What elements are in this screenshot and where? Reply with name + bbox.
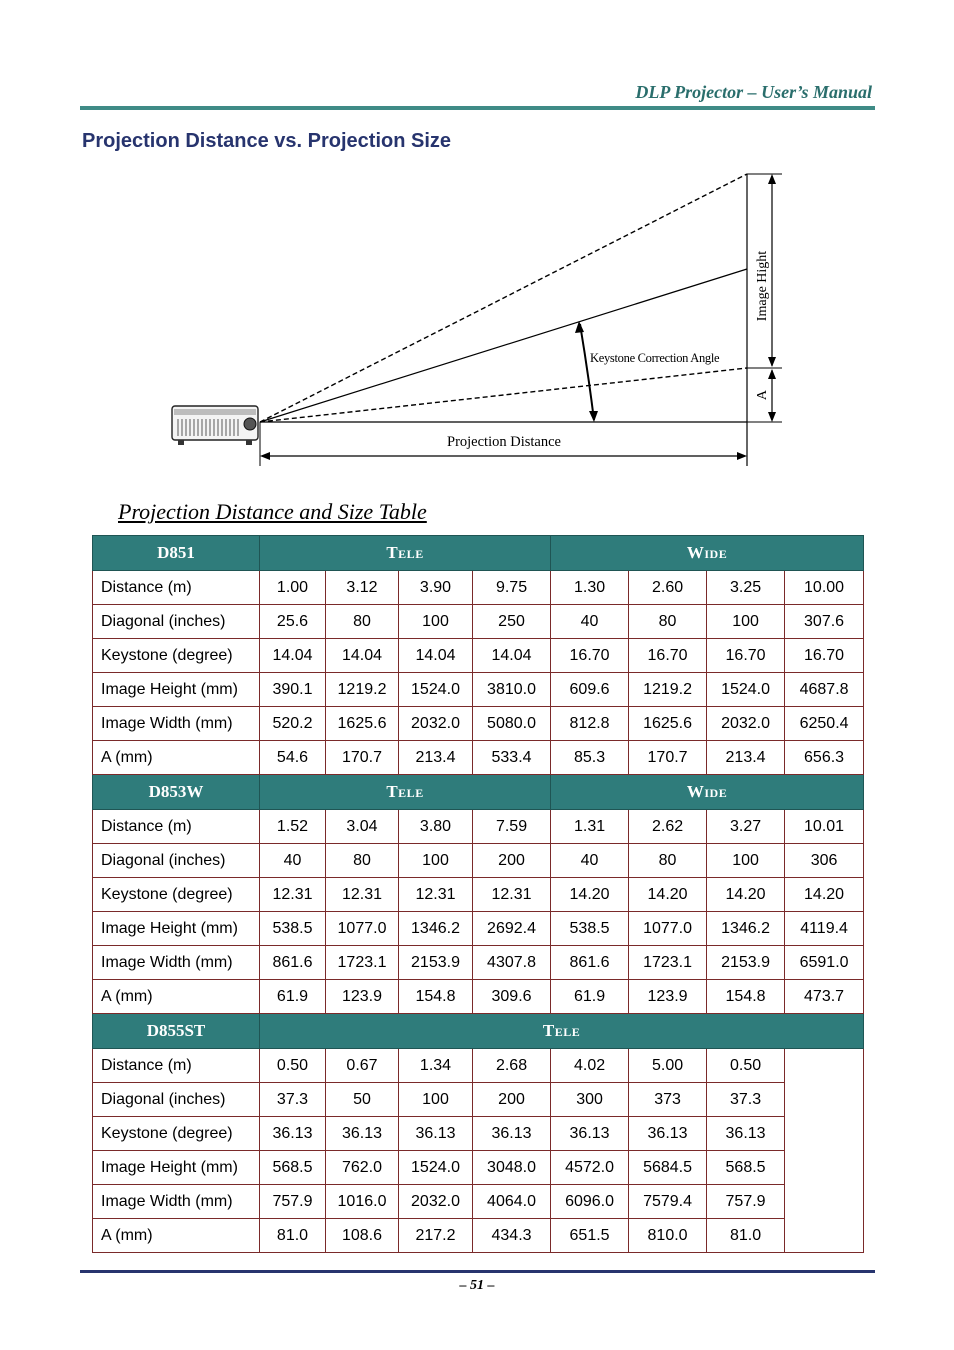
table-cell: 25.6 — [260, 605, 326, 639]
row-label: Distance (m) — [93, 810, 260, 844]
table-cell: 5080.0 — [473, 707, 551, 741]
table-cell: 3.25 — [707, 571, 785, 605]
table-cell: 80 — [326, 844, 399, 878]
row-label: A (mm) — [93, 1219, 260, 1253]
table-row — [93, 707, 864, 741]
table-cell: 861.6 — [551, 946, 629, 980]
table-cell: 538.5 — [260, 912, 326, 946]
table-cell: 1077.0 — [629, 912, 707, 946]
table-cell: 1.31 — [551, 810, 629, 844]
table-cell: 1625.6 — [629, 707, 707, 741]
table-cell: 40 — [260, 844, 326, 878]
table-cell: 1524.0 — [399, 1151, 473, 1185]
table-cell: 54.6 — [260, 741, 326, 775]
table-row — [93, 1219, 864, 1253]
table-cell: 568.5 — [260, 1151, 326, 1185]
table-cell: 36.13 — [707, 1117, 785, 1151]
wide-header: Wide — [551, 775, 864, 810]
table-cell: 12.31 — [326, 878, 399, 912]
table-cell: 36.13 — [399, 1117, 473, 1151]
table-cell: 1016.0 — [326, 1185, 399, 1219]
row-label: Image Width (mm) — [93, 946, 260, 980]
table-cell: 3.12 — [326, 571, 399, 605]
footer-rule — [80, 1270, 875, 1273]
table-cell: 4687.8 — [785, 673, 864, 707]
table-cell: 16.70 — [785, 639, 864, 673]
table-cell: 12.31 — [399, 878, 473, 912]
table-cell: 533.4 — [473, 741, 551, 775]
beam-top-dashed — [260, 174, 747, 422]
empty-cell — [785, 1219, 864, 1253]
table-row — [93, 980, 864, 1014]
table-cell: 6591.0 — [785, 946, 864, 980]
table-cell: 0.50 — [260, 1049, 326, 1083]
table-cell: 10.01 — [785, 810, 864, 844]
row-label: Keystone (degree) — [93, 639, 260, 673]
table-cell: 3048.0 — [473, 1151, 551, 1185]
table-cell: 1524.0 — [707, 673, 785, 707]
table-cell: 36.13 — [629, 1117, 707, 1151]
model-header-row — [93, 775, 864, 810]
section-title: Projection Distance vs. Projection Size — [82, 130, 452, 152]
tele-header: Tele — [260, 1014, 864, 1049]
projector-icon — [172, 406, 258, 445]
table-cell: 1219.2 — [326, 673, 399, 707]
empty-cell — [785, 1083, 864, 1117]
table-cell: 762.0 — [326, 1151, 399, 1185]
table-cell: 309.6 — [473, 980, 551, 1014]
header-title: DLP Projector – User’s Manual — [635, 82, 872, 102]
tele-header: Tele — [260, 775, 551, 810]
table-cell: 5.00 — [629, 1049, 707, 1083]
table-cell: 3.04 — [326, 810, 399, 844]
table-cell: 1.30 — [551, 571, 629, 605]
table-cell: 0.67 — [326, 1049, 399, 1083]
table-cell: 12.31 — [260, 878, 326, 912]
row-label: Diagonal (inches) — [93, 605, 260, 639]
row-label: Image Width (mm) — [93, 707, 260, 741]
table-cell: 2.68 — [473, 1049, 551, 1083]
table-row — [93, 844, 864, 878]
row-label: Diagonal (inches) — [93, 1083, 260, 1117]
table-cell: 1077.0 — [326, 912, 399, 946]
row-label: A (mm) — [93, 980, 260, 1014]
row-label: Image Height (mm) — [93, 673, 260, 707]
table-cell: 37.3 — [260, 1083, 326, 1117]
label-a: A — [755, 389, 770, 401]
table-cell: 757.9 — [260, 1185, 326, 1219]
table-cell: 656.3 — [785, 741, 864, 775]
table-cell: 757.9 — [707, 1185, 785, 1219]
table-cell: 812.8 — [551, 707, 629, 741]
table-cell: 40 — [551, 605, 629, 639]
table-cell: 1.52 — [260, 810, 326, 844]
table-cell: 3.80 — [399, 810, 473, 844]
table-cell: 4119.4 — [785, 912, 864, 946]
beam-bottom-dashed — [260, 368, 747, 422]
table-cell: 1723.1 — [629, 946, 707, 980]
table-cell: 14.20 — [551, 878, 629, 912]
table-cell: 213.4 — [399, 741, 473, 775]
table-cell: 50 — [326, 1083, 399, 1117]
table-row — [93, 1049, 864, 1083]
table-cell: 306 — [785, 844, 864, 878]
table-row — [93, 673, 864, 707]
row-label: Image Height (mm) — [93, 912, 260, 946]
table-cell: 3.90 — [399, 571, 473, 605]
empty-cell — [785, 1049, 864, 1083]
model-name: D853W — [93, 775, 260, 810]
table-cell: 213.4 — [707, 741, 785, 775]
table-cell: 2153.9 — [399, 946, 473, 980]
table-cell: 1723.1 — [326, 946, 399, 980]
table-cell: 7579.4 — [629, 1185, 707, 1219]
table-cell: 100 — [399, 605, 473, 639]
wide-header: Wide — [551, 536, 864, 571]
table-cell: 373 — [629, 1083, 707, 1117]
table-cell: 2.62 — [629, 810, 707, 844]
row-label: A (mm) — [93, 741, 260, 775]
table-cell: 307.6 — [785, 605, 864, 639]
table-cell: 9.75 — [473, 571, 551, 605]
table-cell: 861.6 — [260, 946, 326, 980]
empty-cell — [785, 1117, 864, 1151]
table-cell: 2032.0 — [399, 1185, 473, 1219]
table-cell: 37.3 — [707, 1083, 785, 1117]
table-row — [93, 946, 864, 980]
table-cell: 1346.2 — [399, 912, 473, 946]
table-cell: 36.13 — [551, 1117, 629, 1151]
table-cell: 80 — [326, 605, 399, 639]
table-cell: 609.6 — [551, 673, 629, 707]
empty-cell — [785, 1185, 864, 1219]
label-image-height: Image Hight — [755, 250, 770, 322]
table-cell: 100 — [707, 844, 785, 878]
table-row — [93, 1083, 864, 1117]
table-cell: 2153.9 — [707, 946, 785, 980]
table-row — [93, 1117, 864, 1151]
table-cell: 61.9 — [260, 980, 326, 1014]
table-cell: 300 — [551, 1083, 629, 1117]
table-cell: 154.8 — [707, 980, 785, 1014]
table-cell: 538.5 — [551, 912, 629, 946]
table-cell: 85.3 — [551, 741, 629, 775]
page-number: – 51 – — [459, 1278, 495, 1293]
table-cell: 520.2 — [260, 707, 326, 741]
table-cell: 14.04 — [260, 639, 326, 673]
table-cell: 2032.0 — [707, 707, 785, 741]
table-cell: 14.04 — [473, 639, 551, 673]
table-cell: 123.9 — [326, 980, 399, 1014]
table-cell: 14.20 — [629, 878, 707, 912]
table-cell: 434.3 — [473, 1219, 551, 1253]
table-cell: 3810.0 — [473, 673, 551, 707]
table-cell: 1.00 — [260, 571, 326, 605]
model-name: D855ST — [93, 1014, 260, 1049]
table-cell: 4307.8 — [473, 946, 551, 980]
table-cell: 36.13 — [260, 1117, 326, 1151]
projection-diagram — [160, 168, 800, 473]
table-cell: 81.0 — [707, 1219, 785, 1253]
table-cell: 14.04 — [326, 639, 399, 673]
table-cell: 100 — [399, 1083, 473, 1117]
table-cell: 123.9 — [629, 980, 707, 1014]
table-cell: 2032.0 — [399, 707, 473, 741]
table-cell: 0.50 — [707, 1049, 785, 1083]
label-distance: Projection Distance — [447, 434, 561, 450]
table-cell: 170.7 — [326, 741, 399, 775]
table-cell: 810.0 — [629, 1219, 707, 1253]
table-row — [93, 1151, 864, 1185]
table-cell: 200 — [473, 844, 551, 878]
table-row — [93, 1185, 864, 1219]
table-cell: 100 — [707, 605, 785, 639]
table-cell: 2.60 — [629, 571, 707, 605]
table-cell: 6096.0 — [551, 1185, 629, 1219]
table-title: Projection Distance and Size Table — [118, 499, 427, 524]
table-cell: 16.70 — [707, 639, 785, 673]
projection-size-table — [92, 535, 864, 1253]
table-cell: 16.70 — [551, 639, 629, 673]
empty-cell — [785, 1151, 864, 1185]
table-row — [93, 741, 864, 775]
table-cell: 7.59 — [473, 810, 551, 844]
table-row — [93, 639, 864, 673]
table-cell: 170.7 — [629, 741, 707, 775]
table-cell: 16.70 — [629, 639, 707, 673]
table-cell: 250 — [473, 605, 551, 639]
table-row — [93, 571, 864, 605]
table-row — [93, 878, 864, 912]
table-cell: 217.2 — [399, 1219, 473, 1253]
tele-header: Tele — [260, 536, 551, 571]
table-cell: 4.02 — [551, 1049, 629, 1083]
row-label: Image Width (mm) — [93, 1185, 260, 1219]
table-cell: 100 — [399, 844, 473, 878]
model-header-row — [93, 536, 864, 571]
table-cell: 14.20 — [707, 878, 785, 912]
table-row — [93, 605, 864, 639]
table-cell: 12.31 — [473, 878, 551, 912]
model-name: D851 — [93, 536, 260, 571]
table-row — [93, 810, 864, 844]
table-cell: 200 — [473, 1083, 551, 1117]
table-cell: 1346.2 — [707, 912, 785, 946]
row-label: Distance (m) — [93, 571, 260, 605]
header-rule — [80, 106, 875, 110]
table-cell: 1625.6 — [326, 707, 399, 741]
table-cell: 10.00 — [785, 571, 864, 605]
table-cell: 80 — [629, 605, 707, 639]
table-cell: 14.04 — [399, 639, 473, 673]
row-label: Distance (m) — [93, 1049, 260, 1083]
table-cell: 4064.0 — [473, 1185, 551, 1219]
table-cell: 108.6 — [326, 1219, 399, 1253]
row-label: Image Height (mm) — [93, 1151, 260, 1185]
table-cell: 36.13 — [326, 1117, 399, 1151]
table-cell: 1.34 — [399, 1049, 473, 1083]
table-cell: 390.1 — [260, 673, 326, 707]
table-row — [93, 912, 864, 946]
table-cell: 61.9 — [551, 980, 629, 1014]
table-cell: 154.8 — [399, 980, 473, 1014]
table-cell: 1524.0 — [399, 673, 473, 707]
table-cell: 81.0 — [260, 1219, 326, 1253]
beam-center — [260, 269, 747, 422]
table-cell: 568.5 — [707, 1151, 785, 1185]
table-cell: 2692.4 — [473, 912, 551, 946]
model-header-row — [93, 1014, 864, 1049]
table-cell: 473.7 — [785, 980, 864, 1014]
label-keystone: Keystone Correction Angle — [590, 351, 720, 365]
row-label: Diagonal (inches) — [93, 844, 260, 878]
table-cell: 4572.0 — [551, 1151, 629, 1185]
table-cell: 36.13 — [473, 1117, 551, 1151]
table-cell: 651.5 — [551, 1219, 629, 1253]
table-cell: 80 — [629, 844, 707, 878]
table-cell: 3.27 — [707, 810, 785, 844]
table-cell: 5684.5 — [629, 1151, 707, 1185]
table-cell: 40 — [551, 844, 629, 878]
table-cell: 14.20 — [785, 878, 864, 912]
row-label: Keystone (degree) — [93, 1117, 260, 1151]
row-label: Keystone (degree) — [93, 878, 260, 912]
table-cell: 6250.4 — [785, 707, 864, 741]
table-cell: 1219.2 — [629, 673, 707, 707]
